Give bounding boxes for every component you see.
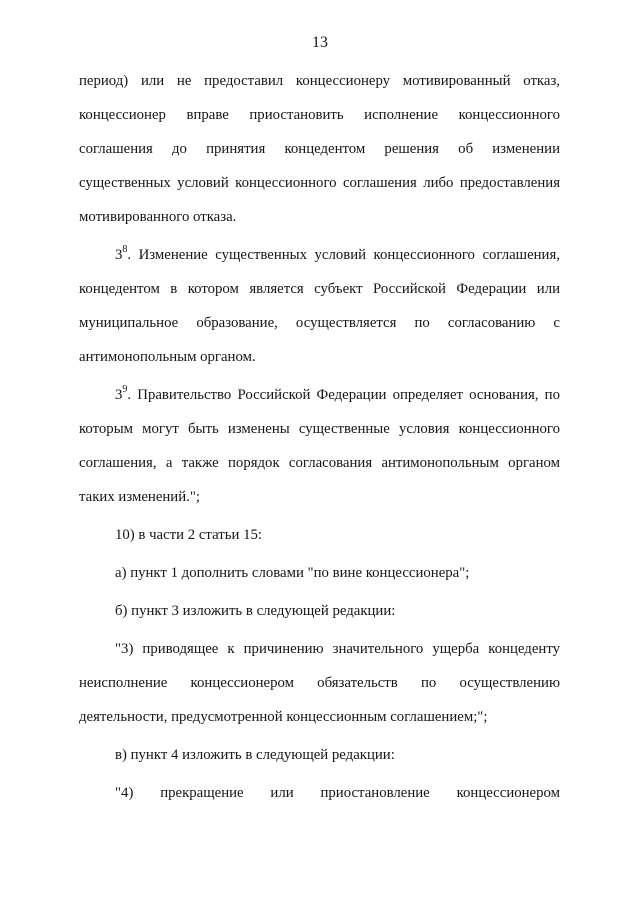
paragraph-3-8	[79, 238, 560, 374]
paragraph-continuation: период) или не предоставил концессионеру мотивированный отказ, концессионер вправе приостановить исполнение концессионного соглашения до принятия концедентом решения об изменении существенных условий концессионного соглашения либо предоставления мотивированного отказа.	[79, 73, 560, 225]
clause-number: 3	[115, 387, 123, 403]
clause-text: . Изменение существенных условий концессионного соглашения, концедентом в котором является субъект Российской Федерации или муниципальное образование, осуществляется по согласованию с антимонопольным органом.	[79, 247, 560, 365]
paragraph-quote-3: "3) приводящее к причинению значительного ущерба концеденту неисполнение концессионером обязательств по осуществлению деятельности, предусмотренной концессионным соглашением;";	[79, 641, 560, 725]
paragraph-item-10: 10) в части 2 статьи 15:	[115, 527, 263, 543]
paragraph-item-v: в) пункт 4 изложить в следующей редакции:	[115, 747, 395, 763]
clause-superscript: 9	[122, 384, 128, 396]
page-number: 13	[312, 34, 328, 51]
clause-superscript: 8	[122, 244, 128, 256]
paragraph-item-a: а) пункт 1 дополнить словами "по вине концессионера";	[115, 565, 470, 581]
document-body	[79, 64, 560, 810]
paragraph-item-b: б) пункт 3 изложить в следующей редакции:	[115, 603, 396, 619]
clause-number: 3	[115, 247, 123, 263]
clause-text: . Правительство Российской Федерации определяет основания, по которым могут быть изменены существенные условия концессионного соглашения, а также порядок согласования антимонопольным органом таких изменений.";	[79, 387, 560, 505]
paragraph-3-9	[79, 378, 560, 514]
paragraph-quote-4: "4) прекращение или приостановление концессионером	[115, 785, 560, 801]
